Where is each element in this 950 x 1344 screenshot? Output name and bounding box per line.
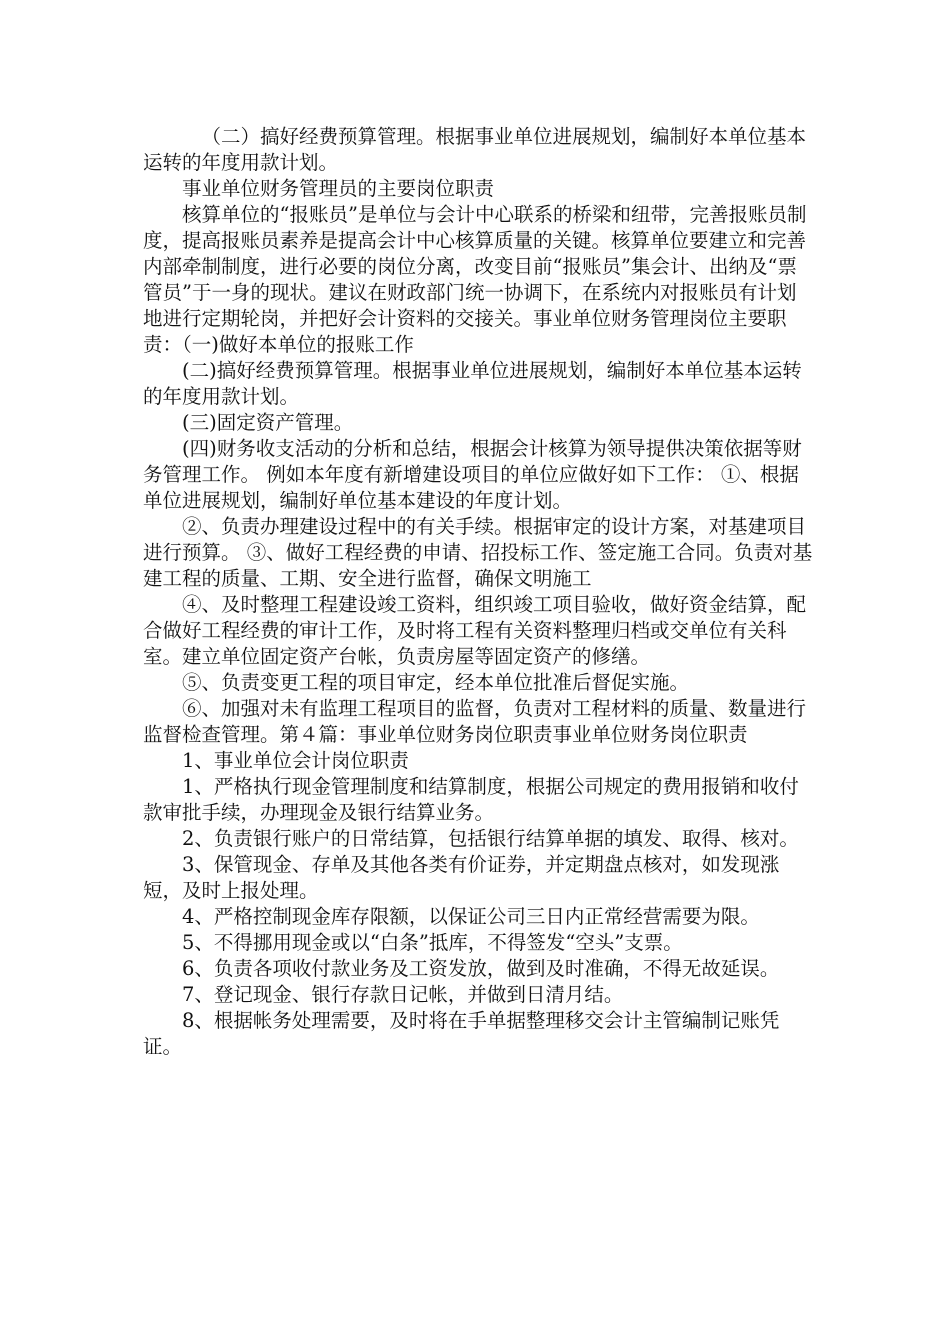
- section-heading-accounting-duties: 1、事业单位会计岗位职责: [182, 749, 409, 772]
- list-item-3-securities: 3、保管现金、存单及其他各类有价证券，并定期盘点核对，如发现涨短，及时上报处理。: [143, 853, 780, 902]
- paragraph-reimbursement-clerk: 核算单位的“报账员”是单位与会计中心联系的桥梁和纽带，完善报账员制度，提高报账员素养是提高会计中心核算质量的关键。核算单位要建立和完善内部牵制制度，进行必要的岗位分离，改变目前“报账员”集会计、出纳及“票管员”于一身的现状。建议在财政部门统一协调下，在系统内对报账员有计划地进行定期轮岗，并把好会计资料的交接关。事业单位财务管理岗位主要职责：（一)做好本单位的报账工作: [143, 203, 807, 356]
- paragraph-duty-3-fixed-assets: (三)固定资产管理。: [182, 411, 354, 434]
- paragraph-budget-management-intro: （二）搞好经费预算管理。根据事业单位进展规划，编制好本单位基本运转的年度用款计划。: [143, 125, 807, 174]
- paragraph-item-4-completion: ④、及时整理工程建设竣工资料，组织竣工项目验收，做好资金结算，配合做好工程经费的审计工作，及时将工程有关资料整理归档或交单位有关科室。建立单位固定资产台帐，负责房屋等固定资产的修缮。: [143, 593, 807, 668]
- list-item-6-payments: 6、负责各项收付款业务及工资发放，做到及时准确，不得无故延误。: [182, 957, 780, 980]
- list-item-7-journals: 7、登记现金、银行存款日记帐，并做到日清月结。: [182, 983, 624, 1006]
- document-page: [143, 124, 815, 1060]
- list-item-5-no-misuse: 5、不得挪用现金或以“白条”抵库，不得签发“空头”支票。: [182, 931, 683, 954]
- paragraph-item-2-3-procedures: ②、负责办理建设过程中的有关手续。根据审定的设计方案，对基建项目进行预算。 ③、做好工程经费的申请、招投标工作、签定施工合同。负责对基建工程的质量、工期、安全进行监督，确保文明施工: [143, 515, 813, 590]
- paragraph-duty-2-budget: (二)搞好经费预算管理。根据事业单位进展规划，编制好本单位基本运转的年度用款计划。: [143, 359, 802, 408]
- paragraph-item-6-supervision: ⑥、加强对未有监理工程项目的监督，负责对工程材料的质量、数量进行监督检查管理。第４篇：事业单位财务岗位职责事业单位财务岗位职责: [143, 697, 807, 746]
- paragraph-item-5-changes: ⑤、负责变更工程的项目审定，经本单位批准后督促实施。: [182, 671, 690, 694]
- list-item-1-cash-management: 1、严格执行现金管理制度和结算制度，根据公司规定的费用报销和收付款审批手续，办理现金及银行结算业务。: [143, 775, 799, 824]
- paragraph-duty-4-analysis: (四)财务收支活动的分析和总结，根据会计核算为领导提供决策依据等财务管理工作。 例如本年度有新增建设项目的单位应做好如下工作： ①、根据单位进展规划，编制好单位基本建设的年度计划。: [143, 437, 802, 512]
- list-item-2-bank-accounts: 2、负责银行账户的日常结算，包括银行结算单据的填发、取得、核对。: [182, 827, 799, 850]
- list-item-8-vouchers: 8、根据帐务处理需要，及时将在手单据整理移交会计主管编制记账凭证。: [143, 1009, 780, 1058]
- section-heading-finance-manager-duties: 事业单位财务管理员的主要岗位职责: [182, 177, 495, 200]
- list-item-4-cash-limit: 4、严格控制现金库存限额，以保证公司三日内正常经营需要为限。: [182, 905, 760, 928]
